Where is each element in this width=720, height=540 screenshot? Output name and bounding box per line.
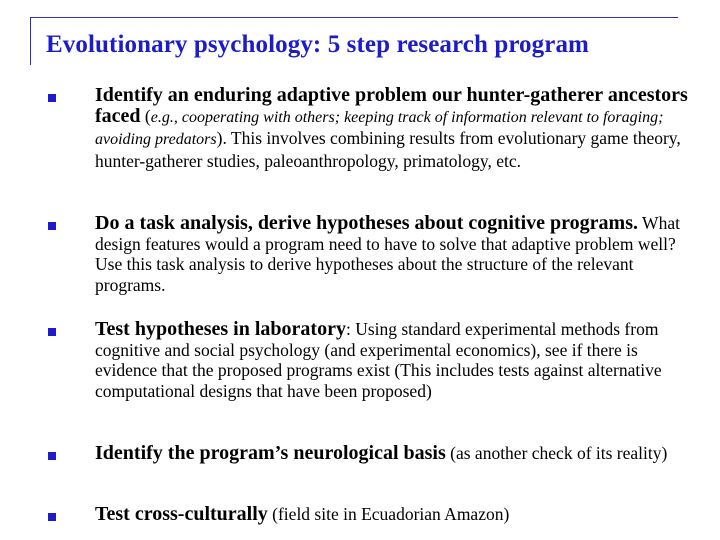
bullet-2-heading: Do a task analysis, derive hypotheses about cognitive programs. — [95, 212, 638, 234]
bullet-item-3 — [95, 319, 695, 401]
slide-title: Evolutionary psychology: 5 step research program — [46, 31, 589, 58]
bullet-3-heading: Test hypotheses in laboratory — [95, 318, 346, 340]
bullet-item-1 — [95, 85, 695, 171]
bullet-4-body: (as another check of its reality) — [445, 443, 668, 463]
title-frame-top — [30, 17, 678, 18]
bullet-item-5 — [95, 504, 695, 525]
bullet-5-body: (field site in Ecuadorian Amazon) — [267, 504, 510, 524]
bullet-4-heading: Identify the program’s neurological basis — [95, 442, 446, 464]
bullet-item-2 — [95, 213, 695, 295]
bullet-marker-3 — [48, 328, 56, 336]
bullet-3-body: : Using standard experimental methods from cognitive and social psychology (and experimental economics), see if there is evidence that the proposed programs exist (This includes tests against alternative computational designs that have been proposed) — [95, 319, 662, 401]
bullet-1-heading: Identify an enduring adaptive problem our hunter-gatherer ancestors faced — [95, 84, 688, 127]
bullet-2-body: What design features would a program need to have to solve that adaptive problem well? Use this task analysis to derive hypotheses about the structure of the relevant programs. — [95, 213, 680, 295]
bullet-1-examples: e.g., cooperating with others; keeping track of information relevant to foraging; avoiding predators — [95, 108, 664, 148]
bullet-1-open-paren: ( — [140, 105, 151, 126]
bullet-1-body: ). This involves combining results from evolutionary game theory, hunter-gatherer studies, paleoanthropology, primatology, etc. — [95, 128, 681, 171]
bullet-marker-5 — [48, 513, 56, 521]
bullet-marker-4 — [48, 452, 56, 460]
bullet-5-heading: Test cross-culturally — [95, 503, 268, 525]
bullet-item-4 — [95, 443, 695, 464]
bullet-marker-2 — [48, 222, 56, 230]
title-frame-left — [30, 17, 31, 65]
bullet-marker-1 — [48, 94, 56, 102]
